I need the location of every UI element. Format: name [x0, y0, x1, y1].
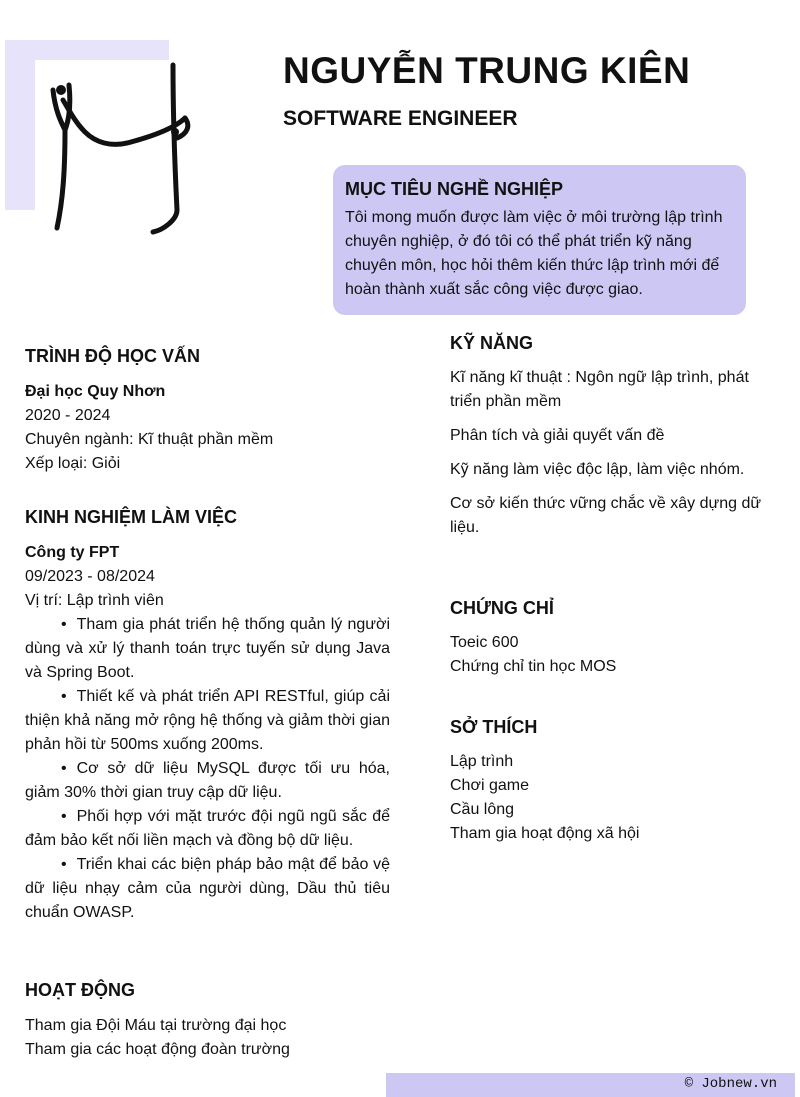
skill-item: Kĩ năng kĩ thuật : Ngôn ngữ lập trình, phát triển phần mềm — [450, 369, 749, 410]
certificate-item: Chứng chỉ tin học MOS — [450, 658, 617, 675]
experience-bullet: • Tham gia phát triển hệ thống quản lý người dùng và xử lý thanh toán trực tuyến sử dụng Java và Spring Boot. — [25, 613, 390, 685]
certificate-item: Toeic 600 — [450, 634, 519, 651]
skill-item: Kỹ năng làm việc độc lập, làm việc nhóm. — [450, 461, 745, 478]
experience-heading: KINH NGHIỆM LÀM VIỆC — [25, 507, 238, 527]
activities-section — [25, 1014, 390, 1062]
hobby-item: Cầu lông — [450, 801, 515, 818]
experience-period: 09/2023 - 08/2024 — [25, 568, 155, 585]
experience-bullet: • Phối hợp với mặt trước đội ngũ ngũ sắc để đảm bảo kết nối liền mạch và đồng bộ dữ liệu. — [25, 805, 390, 853]
job-title: SOFTWARE ENGINEER — [283, 107, 518, 130]
experience-section — [25, 541, 390, 925]
stick-figure-drawing-icon — [35, 60, 205, 250]
education-grade: Xếp loại: Giỏi — [25, 455, 121, 472]
objective-heading: MỤC TIÊU NGHỀ NGHIỆP — [345, 179, 564, 199]
hobby-item: Lập trình — [450, 753, 514, 770]
activity-item: Tham gia Đội Máu tại trường đại học — [25, 1017, 287, 1034]
education-school: Đại học Quy Nhơn — [25, 383, 166, 400]
objective-text: Tôi mong muốn được làm việc ở môi trường lập trình chuyên nghiệp, ở đó tôi có thể phát triển kỹ năng chuyên môn, học hỏi thêm kiến thức lập trình mới để hoàn thành xuất sắc công việc được giao. — [345, 209, 723, 298]
objective-box — [333, 165, 746, 315]
experience-bullet: • Thiết kế và phát triển API RESTful, giúp cải thiện khả năng mở rộng hệ thống và giảm thời gian phản hồi từ 500ms xuống 200ms. — [25, 685, 390, 757]
certificates-section — [450, 631, 780, 679]
hobbies-heading: SỞ THÍCH — [450, 717, 538, 737]
avatar — [35, 60, 205, 250]
education-section — [25, 380, 390, 476]
experience-bullet: • Triển khai các biện pháp bảo mật để bảo vệ dữ liệu nhạy cảm của người dùng, Dầu thủ tiêu chuẩn OWASP. — [25, 853, 390, 925]
skills-section — [450, 366, 780, 550]
experience-bullet: • Cơ sở dữ liệu MySQL được tối ưu hóa, giảm 30% thời gian truy cập dữ liệu. — [25, 757, 390, 805]
education-heading: TRÌNH ĐỘ HỌC VẤN — [25, 346, 200, 366]
skill-item: Cơ sở kiến thức vững chắc về xây dựng dữ liệu. — [450, 495, 762, 536]
hobby-item: Chơi game — [450, 777, 529, 794]
footer-bar — [386, 1073, 795, 1097]
education-major: Chuyên ngành: Kĩ thuật phần mềm — [25, 431, 274, 448]
education-period: 2020 - 2024 — [25, 407, 111, 424]
experience-company: Công ty FPT — [25, 544, 120, 561]
activity-item: Tham gia các hoạt động đoàn trường — [25, 1041, 290, 1058]
experience-bullets — [25, 613, 390, 925]
activities-heading: HOẠT ĐỘNG — [25, 980, 135, 1000]
hobbies-section — [450, 750, 780, 846]
skills-heading: KỸ NĂNG — [450, 333, 534, 353]
candidate-name: NGUYỄN TRUNG KIÊN — [283, 50, 691, 91]
footer-credit: © Jobnew.vn — [684, 1076, 777, 1092]
hobby-item: Tham gia hoạt động xã hội — [450, 825, 640, 842]
skill-item: Phân tích và giải quyết vấn đề — [450, 427, 665, 444]
certificates-heading: CHỨNG CHỈ — [450, 598, 554, 618]
experience-position: Vị trí: Lập trình viên — [25, 592, 164, 609]
